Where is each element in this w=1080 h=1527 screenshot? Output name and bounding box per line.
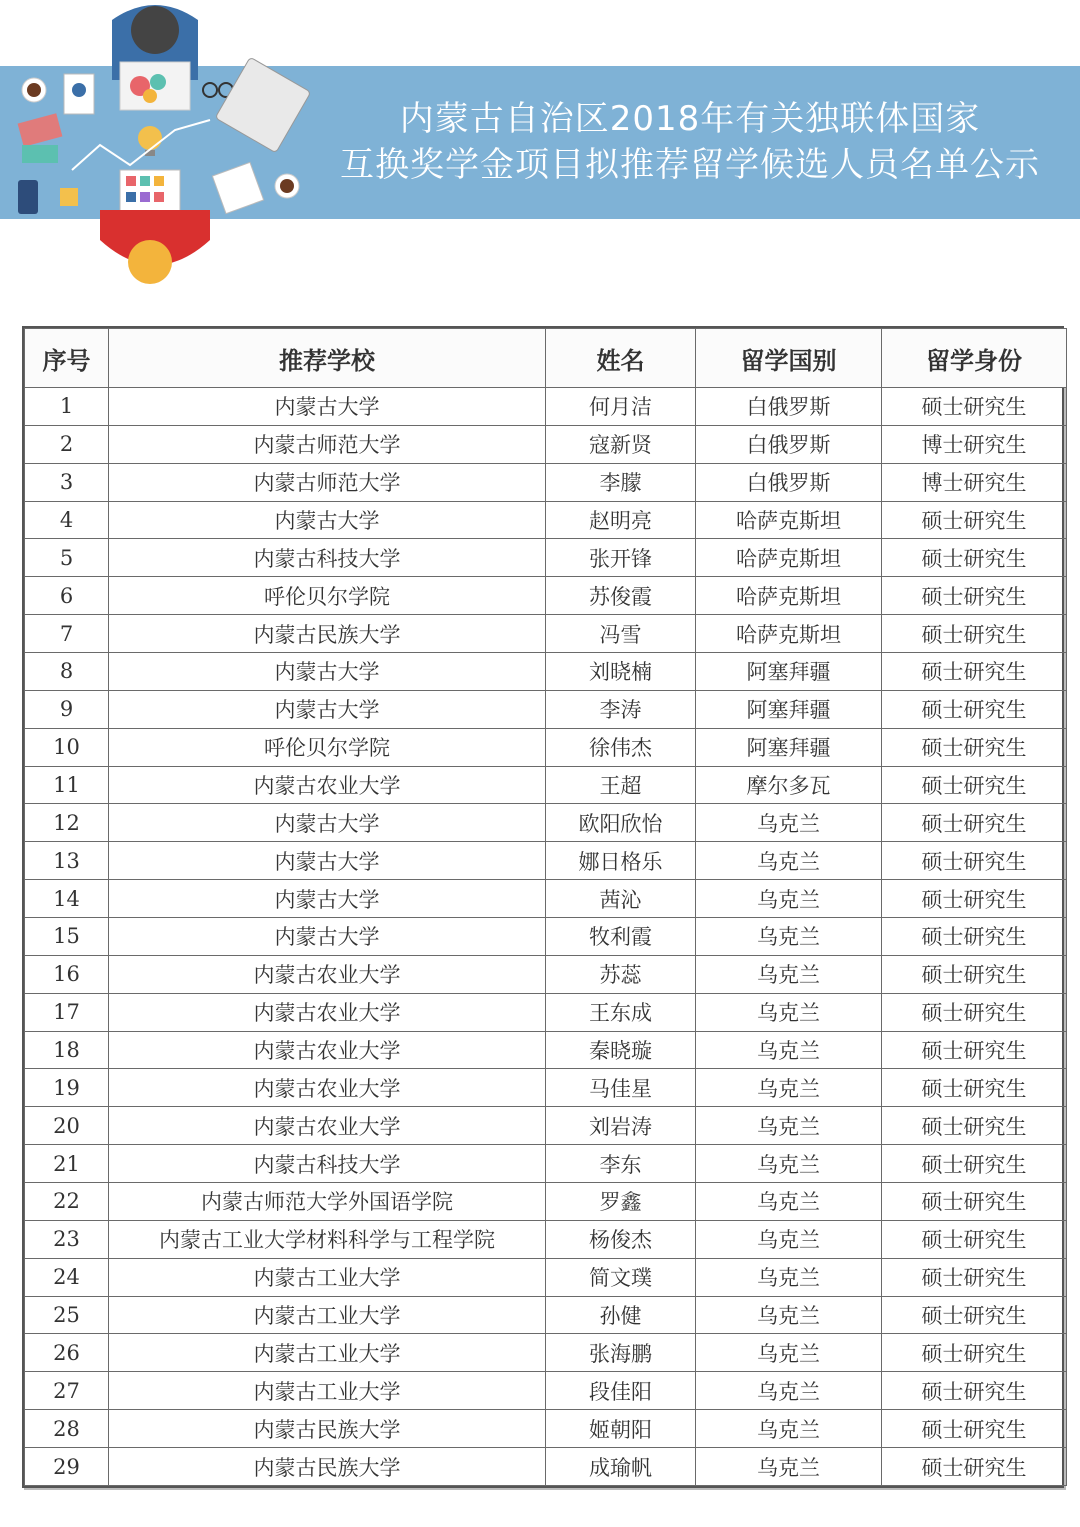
cell-school: 内蒙古大学 (109, 918, 546, 956)
cell-name: 茜沁 (546, 880, 696, 918)
cell-index: 11 (25, 766, 109, 804)
cell-name: 杨俊杰 (546, 1220, 696, 1258)
table-row (25, 880, 1067, 918)
table-row (25, 1410, 1067, 1448)
cell-country: 哈萨克斯坦 (696, 501, 882, 539)
cell-status: 硕士研究生 (882, 577, 1067, 615)
table-row (25, 766, 1067, 804)
cell-school: 内蒙古科技大学 (109, 539, 546, 577)
cell-school: 内蒙古大学 (109, 804, 546, 842)
cell-school: 内蒙古民族大学 (109, 1448, 546, 1486)
person-bottom-icon (100, 210, 210, 284)
cell-school: 内蒙古工业大学 (109, 1334, 546, 1372)
cell-name: 罗鑫 (546, 1183, 696, 1221)
cell-school: 呼伦贝尔学院 (109, 577, 546, 615)
cell-country: 哈萨克斯坦 (696, 615, 882, 653)
table-row (25, 993, 1067, 1031)
cell-status: 硕士研究生 (882, 1372, 1067, 1410)
cell-school: 内蒙古大学 (109, 653, 546, 691)
title-line-1: 内蒙古自治区2018年有关独联体国家 (399, 99, 981, 139)
cell-school: 内蒙古民族大学 (109, 615, 546, 653)
cell-name: 冯雪 (546, 615, 696, 653)
cell-index: 17 (25, 993, 109, 1031)
header-name: 姓名 (546, 329, 696, 388)
cell-name: 赵明亮 (546, 501, 696, 539)
cell-status: 硕士研究生 (882, 1183, 1067, 1221)
cell-index: 8 (25, 653, 109, 691)
cell-name: 苏蕊 (546, 955, 696, 993)
table-row (25, 539, 1067, 577)
cell-name: 孙健 (546, 1296, 696, 1334)
cell-school: 内蒙古农业大学 (109, 1031, 546, 1069)
cell-index: 21 (25, 1145, 109, 1183)
candidate-table (24, 328, 1067, 1486)
cell-status: 硕士研究生 (882, 1220, 1067, 1258)
table-row (25, 1107, 1067, 1145)
cell-country: 哈萨克斯坦 (696, 577, 882, 615)
cell-index: 26 (25, 1334, 109, 1372)
table-row (25, 1145, 1067, 1183)
cell-index: 1 (25, 388, 109, 426)
cell-status: 硕士研究生 (882, 1069, 1067, 1107)
table-row (25, 1372, 1067, 1410)
cell-index: 6 (25, 577, 109, 615)
cell-country: 乌克兰 (696, 955, 882, 993)
table-row (25, 842, 1067, 880)
table-row (25, 388, 1067, 426)
cell-index: 16 (25, 955, 109, 993)
cell-name: 李涛 (546, 690, 696, 728)
cell-country: 乌克兰 (696, 1183, 882, 1221)
cell-name: 王东成 (546, 993, 696, 1031)
cell-school: 内蒙古大学 (109, 388, 546, 426)
cell-index: 29 (25, 1448, 109, 1486)
table-row (25, 501, 1067, 539)
table-row (25, 1334, 1067, 1372)
cell-status: 硕士研究生 (882, 918, 1067, 956)
cell-name: 马佳星 (546, 1069, 696, 1107)
cell-school: 呼伦贝尔学院 (109, 728, 546, 766)
cell-index: 24 (25, 1258, 109, 1296)
cell-index: 9 (25, 690, 109, 728)
cell-country: 白俄罗斯 (696, 425, 882, 463)
cell-school: 内蒙古大学 (109, 880, 546, 918)
cell-country: 阿塞拜疆 (696, 728, 882, 766)
table-row (25, 1031, 1067, 1069)
cell-name: 苏俊霞 (546, 577, 696, 615)
cell-country: 白俄罗斯 (696, 463, 882, 501)
cell-name: 成瑜帆 (546, 1448, 696, 1486)
cell-name: 张开锋 (546, 539, 696, 577)
table-row (25, 653, 1067, 691)
table-body (25, 388, 1067, 1486)
cell-index: 4 (25, 501, 109, 539)
cell-country: 乌克兰 (696, 1031, 882, 1069)
cell-school: 内蒙古师范大学 (109, 463, 546, 501)
table-row (25, 1296, 1067, 1334)
cell-school: 内蒙古大学 (109, 690, 546, 728)
cell-status: 硕士研究生 (882, 880, 1067, 918)
table-row (25, 615, 1067, 653)
cell-index: 18 (25, 1031, 109, 1069)
cell-index: 2 (25, 425, 109, 463)
cell-country: 乌克兰 (696, 842, 882, 880)
table-row (25, 955, 1067, 993)
cell-country: 摩尔多瓦 (696, 766, 882, 804)
cell-status: 硕士研究生 (882, 501, 1067, 539)
sticky-note-icon (60, 188, 78, 206)
cell-school: 内蒙古工业大学 (109, 1372, 546, 1410)
cell-country: 乌克兰 (696, 804, 882, 842)
cell-index: 25 (25, 1296, 109, 1334)
cell-status: 博士研究生 (882, 425, 1067, 463)
cell-index: 28 (25, 1410, 109, 1448)
cell-status: 硕士研究生 (882, 1448, 1067, 1486)
cell-name: 王超 (546, 766, 696, 804)
cell-country: 乌克兰 (696, 918, 882, 956)
cell-status: 硕士研究生 (882, 690, 1067, 728)
cell-status: 硕士研究生 (882, 1145, 1067, 1183)
cell-school: 内蒙古农业大学 (109, 955, 546, 993)
cell-status: 硕士研究生 (882, 1258, 1067, 1296)
cell-school: 内蒙古大学 (109, 501, 546, 539)
cell-status: 硕士研究生 (882, 842, 1067, 880)
cell-school: 内蒙古农业大学 (109, 1069, 546, 1107)
header-school: 推荐学校 (109, 329, 546, 388)
cell-country: 乌克兰 (696, 1372, 882, 1410)
cell-status: 硕士研究生 (882, 653, 1067, 691)
cell-school: 内蒙古民族大学 (109, 1410, 546, 1448)
desk-illustration (0, 0, 330, 300)
cell-name: 李朦 (546, 463, 696, 501)
table-header-row (25, 329, 1067, 388)
cell-status: 硕士研究生 (882, 993, 1067, 1031)
cell-status: 硕士研究生 (882, 539, 1067, 577)
table-row (25, 1183, 1067, 1221)
cell-status: 硕士研究生 (882, 1107, 1067, 1145)
cell-name: 徐伟杰 (546, 728, 696, 766)
cell-school: 内蒙古大学 (109, 842, 546, 880)
cell-name: 刘岩涛 (546, 1107, 696, 1145)
cell-index: 5 (25, 539, 109, 577)
candidate-table-container (22, 326, 1064, 1488)
table-row (25, 918, 1067, 956)
cell-country: 乌克兰 (696, 1107, 882, 1145)
cell-school: 内蒙古工业大学 (109, 1296, 546, 1334)
cell-index: 14 (25, 880, 109, 918)
cell-name: 欧阳欣怡 (546, 804, 696, 842)
cell-school: 内蒙古科技大学 (109, 1145, 546, 1183)
page-title (300, 96, 1080, 188)
cell-name: 寇新贤 (546, 425, 696, 463)
cell-index: 15 (25, 918, 109, 956)
cell-country: 乌克兰 (696, 1410, 882, 1448)
cell-name: 李东 (546, 1145, 696, 1183)
cell-country: 乌克兰 (696, 1220, 882, 1258)
table-row (25, 1258, 1067, 1296)
document-icon (64, 74, 94, 114)
cell-country: 乌克兰 (696, 993, 882, 1031)
cell-index: 19 (25, 1069, 109, 1107)
cell-country: 乌克兰 (696, 880, 882, 918)
cell-status: 硕士研究生 (882, 1031, 1067, 1069)
cell-index: 13 (25, 842, 109, 880)
table-row (25, 728, 1067, 766)
title-line-2: 互换奖学金项目拟推荐留学候选人员名单公示 (340, 145, 1040, 185)
cell-name: 姬朝阳 (546, 1410, 696, 1448)
table-row (25, 804, 1067, 842)
cell-country: 乌克兰 (696, 1145, 882, 1183)
cell-index: 3 (25, 463, 109, 501)
cell-name: 刘晓楠 (546, 653, 696, 691)
cell-country: 乌克兰 (696, 1258, 882, 1296)
cell-country: 白俄罗斯 (696, 388, 882, 426)
cell-country: 乌克兰 (696, 1334, 882, 1372)
cell-name: 何月洁 (546, 388, 696, 426)
cell-status: 硕士研究生 (882, 728, 1067, 766)
cell-index: 12 (25, 804, 109, 842)
cell-name: 段佳阳 (546, 1372, 696, 1410)
chart-card-icon (120, 62, 190, 110)
cell-name: 张海鹏 (546, 1334, 696, 1372)
cell-index: 23 (25, 1220, 109, 1258)
table-row (25, 577, 1067, 615)
cell-name: 秦晓璇 (546, 1031, 696, 1069)
table-row (25, 1448, 1067, 1486)
header-index: 序号 (25, 329, 109, 388)
cell-country: 乌克兰 (696, 1069, 882, 1107)
cell-index: 7 (25, 615, 109, 653)
cell-status: 硕士研究生 (882, 766, 1067, 804)
cell-country: 阿塞拜疆 (696, 653, 882, 691)
table-row (25, 1220, 1067, 1258)
header-status: 留学身份 (882, 329, 1067, 388)
cell-name: 牧利霞 (546, 918, 696, 956)
cell-school: 内蒙古工业大学材料科学与工程学院 (109, 1220, 546, 1258)
cell-status: 硕士研究生 (882, 388, 1067, 426)
cell-index: 10 (25, 728, 109, 766)
cell-country: 乌克兰 (696, 1296, 882, 1334)
cell-index: 20 (25, 1107, 109, 1145)
table-row (25, 1069, 1067, 1107)
cell-school: 内蒙古农业大学 (109, 993, 546, 1031)
table-row (25, 425, 1067, 463)
books-icon (18, 113, 63, 147)
color-palette-icon (120, 170, 180, 215)
cell-school: 内蒙古师范大学外国语学院 (109, 1183, 546, 1221)
cell-status: 硕士研究生 (882, 955, 1067, 993)
cell-status: 硕士研究生 (882, 615, 1067, 653)
cell-status: 硕士研究生 (882, 1334, 1067, 1372)
cell-status: 硕士研究生 (882, 1410, 1067, 1448)
cell-index: 22 (25, 1183, 109, 1221)
cell-status: 硕士研究生 (882, 804, 1067, 842)
cell-status: 博士研究生 (882, 463, 1067, 501)
cell-index: 27 (25, 1372, 109, 1410)
cell-country: 哈萨克斯坦 (696, 539, 882, 577)
cell-country: 阿塞拜疆 (696, 690, 882, 728)
header-country: 留学国别 (696, 329, 882, 388)
cell-school: 内蒙古工业大学 (109, 1258, 546, 1296)
cell-name: 娜日格乐 (546, 842, 696, 880)
cell-country: 乌克兰 (696, 1448, 882, 1486)
cell-status: 硕士研究生 (882, 1296, 1067, 1334)
phone-icon (18, 180, 38, 214)
cell-school: 内蒙古农业大学 (109, 766, 546, 804)
cell-name: 简文璞 (546, 1258, 696, 1296)
table-row (25, 463, 1067, 501)
cell-school: 内蒙古师范大学 (109, 425, 546, 463)
cell-school: 内蒙古农业大学 (109, 1107, 546, 1145)
table-row (25, 690, 1067, 728)
